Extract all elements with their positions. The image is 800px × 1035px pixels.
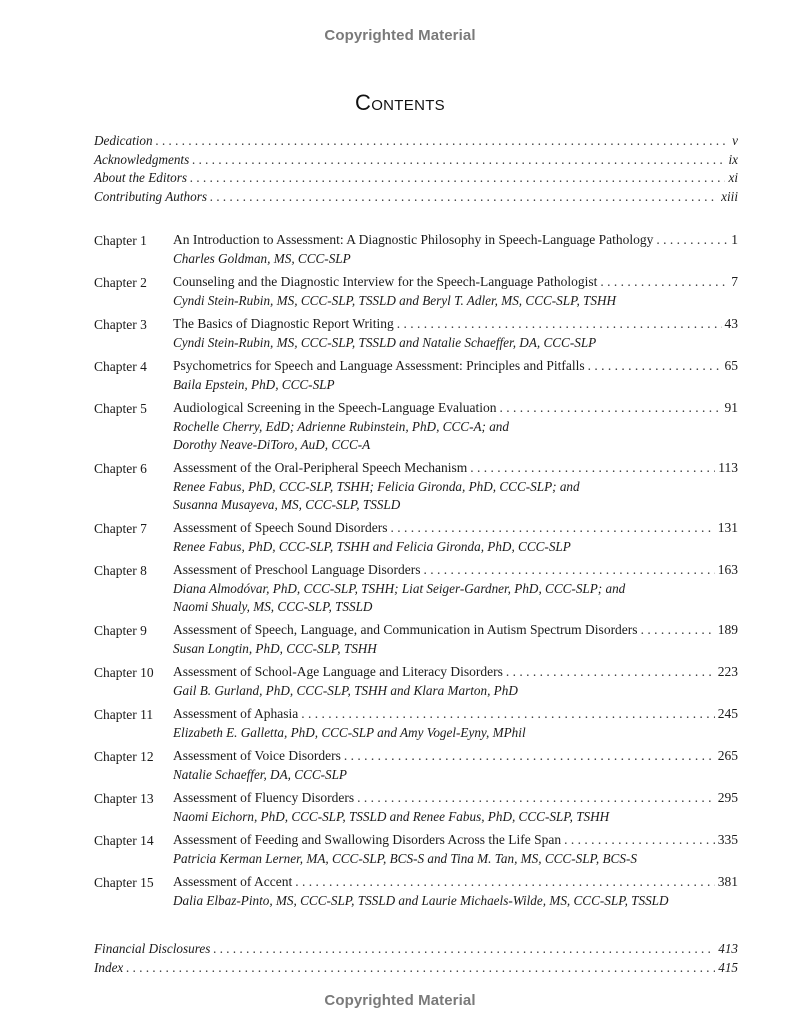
front-matter-entry[interactable] <box>94 170 738 189</box>
chapter-authors: Dorothy Neave-DiToro, AuD, CCC-A <box>173 437 371 452</box>
entry-label: Assessment of Aphasia <box>173 706 299 721</box>
chapter-body <box>173 706 738 742</box>
chapter-number: Chapter 8 <box>94 563 147 578</box>
chapter-authors: Patricia Kerman Lerner, MA, CCC-SLP, BCS-S and Tina M. Tan, MS, CCC-SLP, BCS-S <box>173 851 637 866</box>
dot-leader <box>192 152 725 168</box>
chapter-body <box>173 316 738 352</box>
page-number: 113 <box>718 460 738 475</box>
chapter-title-row[interactable] <box>173 400 738 418</box>
chapter-entry[interactable] <box>94 400 738 454</box>
entry-label: Assessment of Preschool Language Disorders <box>173 562 421 577</box>
dot-leader <box>470 460 715 476</box>
page-number: 245 <box>717 706 738 721</box>
chapter-title-row[interactable] <box>173 232 738 250</box>
page-number: 163 <box>717 562 738 577</box>
dot-leader <box>641 622 715 638</box>
dot-leader <box>423 562 714 578</box>
entry-label: Assessment of Speech, Language, and Communication in Autism Spectrum Disorders <box>173 622 638 637</box>
chapter-entry[interactable] <box>94 232 738 268</box>
chapter-entry[interactable] <box>94 622 738 658</box>
page-number: 189 <box>717 622 738 637</box>
chapter-body <box>173 832 738 868</box>
chapter-body <box>173 232 738 268</box>
chapter-title-row[interactable] <box>173 562 738 580</box>
chapter-entry[interactable] <box>94 520 738 556</box>
chapter-number: Chapter 7 <box>94 521 147 536</box>
chapter-body <box>173 790 738 826</box>
chapter-entry[interactable] <box>94 706 738 742</box>
chapter-number: Chapter 14 <box>94 833 154 848</box>
entry-label: Assessment of Accent <box>173 874 293 889</box>
dot-leader <box>190 170 725 186</box>
chapter-number: Chapter 3 <box>94 317 147 332</box>
chapter-title-row[interactable] <box>173 316 738 334</box>
chapter-list <box>94 232 738 916</box>
chapter-body <box>173 874 738 910</box>
chapter-authors: Gail B. Gurland, PhD, CCC-SLP, TSHH and Klara Marton, PhD <box>173 683 518 698</box>
page-number: 415 <box>718 959 738 975</box>
chapter-number: Chapter 1 <box>94 233 147 248</box>
chapter-title-row[interactable] <box>173 664 738 682</box>
back-matter-entry[interactable] <box>94 960 738 979</box>
chapter-title-row[interactable] <box>173 274 738 292</box>
page-number: 7 <box>731 274 738 289</box>
chapter-entry[interactable] <box>94 562 738 616</box>
chapter-number: Chapter 10 <box>94 665 154 680</box>
entry-label: Audiological Screening in the Speech-Language Evaluation <box>173 400 497 415</box>
page-number: ix <box>728 151 738 167</box>
chapter-number: Chapter 12 <box>94 749 154 764</box>
front-matter-entry[interactable] <box>94 189 738 208</box>
chapter-entry[interactable] <box>94 832 738 868</box>
page-number: 335 <box>717 832 738 847</box>
dot-leader <box>357 790 715 806</box>
chapter-body <box>173 274 738 310</box>
dot-leader <box>210 189 718 205</box>
page-number: 43 <box>724 316 738 331</box>
chapter-title-row[interactable] <box>173 358 738 376</box>
entry-label: Contributing Authors <box>94 188 207 204</box>
chapter-entry[interactable] <box>94 358 738 394</box>
chapter-number: Chapter 6 <box>94 461 147 476</box>
chapter-title-row[interactable] <box>173 790 738 808</box>
chapter-body <box>173 748 738 784</box>
chapter-authors: Diana Almodóvar, PhD, CCC-SLP, TSHH; Liat Seiger-Gardner, PhD, CCC-SLP; and <box>173 581 626 596</box>
chapter-number: Chapter 2 <box>94 275 147 290</box>
page-number: 295 <box>717 790 738 805</box>
page-number: v <box>732 133 738 148</box>
chapter-number: Chapter 9 <box>94 623 147 638</box>
chapter-title-row[interactable] <box>173 874 738 892</box>
back-matter-entry[interactable] <box>94 941 738 960</box>
chapter-entry[interactable] <box>94 460 738 514</box>
chapter-body <box>173 562 738 616</box>
chapter-title-row[interactable] <box>173 622 738 640</box>
dot-leader <box>126 960 715 976</box>
entry-label: Psychometrics for Speech and Language Assessment: Principles and Pitfalls <box>173 358 585 373</box>
chapter-authors: Dalia Elbaz-Pinto, MS, CCC-SLP, TSSLD and Laurie Michaels-Wilde, MS, CCC-SLP, TSSLD <box>173 893 669 908</box>
chapter-body <box>173 358 738 394</box>
chapter-title-row[interactable] <box>173 832 738 850</box>
chapter-authors: Naomi Eichorn, PhD, CCC-SLP, TSSLD and Renee Fabus, PhD, CCC-SLP, TSHH <box>173 809 610 824</box>
entry-label: About the Editors <box>94 170 188 185</box>
entry-label: The Basics of Diagnostic Report Writing <box>173 316 394 331</box>
entry-label: Dedication <box>94 133 153 148</box>
copyright-watermark-bottom: Copyrighted Material <box>324 992 476 1009</box>
entry-label: Acknowledgments <box>94 151 190 167</box>
dot-leader <box>156 133 730 149</box>
entry-label: Assessment of the Oral-Peripheral Speech Mechanism <box>173 460 468 475</box>
entry-label: Assessment of Voice Disorders <box>173 748 341 763</box>
chapter-entry[interactable] <box>94 790 738 826</box>
chapter-title-row[interactable] <box>173 706 738 724</box>
chapter-number: Chapter 4 <box>94 359 147 374</box>
chapter-number: Chapter 11 <box>94 707 154 722</box>
chapter-entry[interactable] <box>94 748 738 784</box>
chapter-authors: Susan Longtin, PhD, CCC-SLP, TSHH <box>173 641 377 656</box>
chapter-body <box>173 460 738 514</box>
page-number: 65 <box>724 358 738 373</box>
chapter-body <box>173 622 738 658</box>
chapter-authors: Charles Goldman, MS, CCC-SLP <box>173 251 351 266</box>
entry-label: Financial Disclosures <box>94 941 211 956</box>
page-number: 223 <box>717 664 738 679</box>
chapter-body <box>173 664 738 700</box>
chapter-authors: Susanna Musayeva, MS, CCC-SLP, TSSLD <box>173 497 401 512</box>
page-number: 413 <box>718 941 738 956</box>
page-number: xi <box>728 170 738 185</box>
entry-label: An Introduction to Assessment: A Diagnostic Philosophy in Speech-Language Pathology <box>173 232 654 247</box>
page-number: 265 <box>717 748 738 763</box>
chapter-authors: Natalie Schaeffer, DA, CCC-SLP <box>173 767 347 782</box>
dot-leader <box>588 358 722 374</box>
front-matter-entry[interactable] <box>94 133 738 152</box>
page-number: 1 <box>731 232 738 247</box>
entry-label: Counseling and the Diagnostic Interview for the Speech-Language Pathologist <box>173 274 598 289</box>
entry-label: Assessment of School-Age Language and Literacy Disorders <box>173 664 503 679</box>
chapter-body <box>173 520 738 556</box>
dot-leader <box>390 520 714 536</box>
entry-label: Index <box>94 959 124 975</box>
chapter-entry[interactable] <box>94 274 738 310</box>
dot-leader <box>564 832 715 848</box>
dot-leader <box>600 274 728 290</box>
front-matter-entry[interactable] <box>94 152 738 171</box>
chapter-authors: Naomi Shualy, MS, CCC-SLP, TSSLD <box>173 599 373 614</box>
dot-leader <box>506 664 715 680</box>
dot-leader <box>500 400 722 416</box>
chapter-title-row[interactable] <box>173 748 738 766</box>
page-title: Contents <box>355 90 445 115</box>
chapter-entry[interactable] <box>94 664 738 700</box>
dot-leader <box>344 748 715 764</box>
page-number: 91 <box>724 400 738 415</box>
chapter-number: Chapter 13 <box>94 791 154 806</box>
chapter-entry[interactable] <box>94 316 738 352</box>
chapter-authors: Baila Epstein, PhD, CCC-SLP <box>173 377 335 392</box>
page-number: xiii <box>721 188 738 204</box>
dot-leader <box>397 316 722 332</box>
chapter-number: Chapter 5 <box>94 401 147 416</box>
entry-label: Assessment of Feeding and Swallowing Disorders Across the Life Span <box>173 832 562 847</box>
entry-label: Assessment of Speech Sound Disorders <box>173 520 388 535</box>
chapter-authors: Cyndi Stein-Rubin, MS, CCC-SLP, TSSLD and Natalie Schaeffer, DA, CCC-SLP <box>173 335 597 350</box>
dot-leader <box>213 941 715 957</box>
chapter-title-row[interactable] <box>173 520 738 538</box>
back-matter-list <box>94 941 738 978</box>
page-number: 131 <box>717 520 738 535</box>
chapter-entry[interactable] <box>94 874 738 910</box>
chapter-body <box>173 400 738 454</box>
front-matter-list <box>94 133 738 207</box>
chapter-title-row[interactable] <box>173 460 738 478</box>
chapter-authors: Rochelle Cherry, EdD; Adrienne Rubinstein, PhD, CCC-A; and <box>173 419 509 434</box>
entry-label: Assessment of Fluency Disorders <box>173 790 355 805</box>
copyright-watermark-top: Copyrighted Material <box>324 27 476 44</box>
dot-leader <box>656 232 728 248</box>
dot-leader <box>301 706 715 722</box>
dot-leader <box>295 874 715 890</box>
chapter-authors: Renee Fabus, PhD, CCC-SLP, TSHH; Felicia Gironda, PhD, CCC-SLP; and <box>173 479 580 494</box>
chapter-authors: Cyndi Stein-Rubin, MS, CCC-SLP, TSSLD and Beryl T. Adler, MS, CCC-SLP, TSHH <box>173 293 617 308</box>
page-number: 381 <box>717 874 738 889</box>
chapter-authors: Renee Fabus, PhD, CCC-SLP, TSHH and Felicia Gironda, PhD, CCC-SLP <box>173 539 571 554</box>
chapter-number: Chapter 15 <box>94 875 154 890</box>
chapter-authors: Elizabeth E. Galletta, PhD, CCC-SLP and Amy Vogel-Eyny, MPhil <box>173 725 526 740</box>
